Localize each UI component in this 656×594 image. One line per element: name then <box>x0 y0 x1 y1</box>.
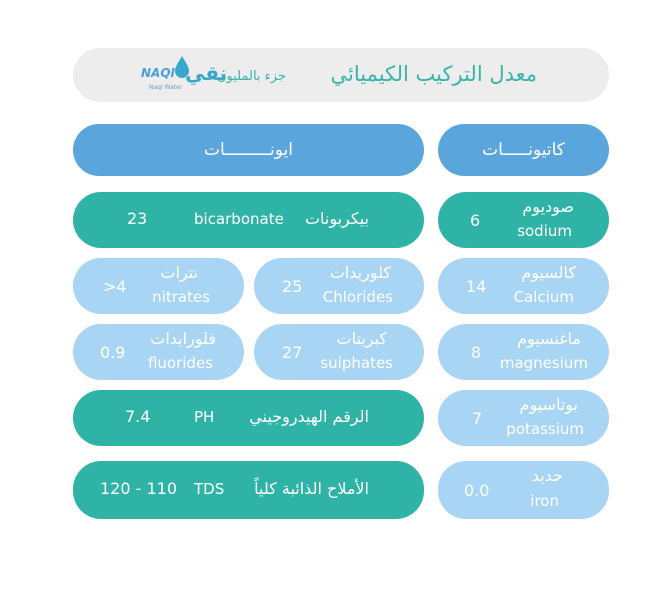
fluorides-row <box>73 324 244 380</box>
magnesium-english: magnesium <box>499 354 588 372</box>
logo-arabic-text: نقي <box>185 61 228 85</box>
potassium-value: 7 <box>472 409 483 428</box>
fluorides-arabic: فلورايدات <box>150 329 216 348</box>
sulphates-row <box>254 324 424 380</box>
potassium-arabic: بوتاسيوم <box>519 395 578 414</box>
chlorides-value: 25 <box>282 277 303 296</box>
nitrates-row <box>73 258 244 314</box>
calcium-value: 14 <box>466 277 487 296</box>
nitrates-value: >4 <box>103 277 127 296</box>
bicarbonate-value: 23 <box>127 209 148 228</box>
tds-row <box>73 461 424 519</box>
sulphates-value: 27 <box>282 343 303 362</box>
tds-english: TDS <box>194 480 225 498</box>
ph-english: PH <box>194 408 215 426</box>
ph-arabic: الرقم الهيدروجيني <box>249 407 369 426</box>
cations-header-label: كاتيونـــــات <box>482 140 565 160</box>
potassium-row <box>438 390 609 446</box>
calcium-row <box>438 258 609 314</box>
bicarbonate-english: bicarbonate <box>194 210 284 228</box>
nitrates-arabic: نترات <box>160 263 198 282</box>
iron-english: iron <box>530 492 559 510</box>
bicarbonate-arabic: بيكربونات <box>304 209 369 228</box>
ph-row <box>73 390 424 446</box>
sulphates-english: sulphates <box>320 354 393 372</box>
sodium-value: 6 <box>470 211 481 230</box>
title-unit: جزء بالمليون <box>217 69 286 84</box>
sodium-arabic: صوديوم <box>522 197 574 216</box>
anions-header-label: ايونـــــــــات <box>204 140 293 160</box>
tds-arabic: الأملاح الذائبة كلياً <box>254 479 369 498</box>
fluorides-value: 0.9 <box>100 343 126 362</box>
nitrates-english: nitrates <box>152 288 210 306</box>
ph-value: 7.4 <box>125 407 151 426</box>
anions-header <box>73 124 424 176</box>
magnesium-arabic: ماغنسيوم <box>517 329 581 348</box>
logo-latin-text: NAQI <box>141 66 175 80</box>
sulphates-arabic: كبريتات <box>336 329 387 348</box>
chlorides-row <box>254 258 424 314</box>
magnesium-row <box>438 324 609 380</box>
logo-tagline: Naqi Water <box>149 84 183 91</box>
chlorides-english: Chlorides <box>322 288 393 306</box>
iron-value: 0.0 <box>464 481 490 500</box>
sodium-english: sodium <box>517 222 572 240</box>
iron-row <box>438 461 609 519</box>
fluorides-english: fluorides <box>147 354 213 372</box>
chlorides-arabic: كلوريدات <box>329 263 391 282</box>
sodium-row <box>438 192 609 248</box>
cations-header <box>438 124 609 176</box>
magnesium-value: 8 <box>471 343 482 362</box>
potassium-english: potassium <box>506 420 584 438</box>
title-bar <box>73 48 609 102</box>
tds-value: 120 - 110 <box>100 479 178 498</box>
calcium-arabic: كالسيوم <box>521 263 576 282</box>
page-title: معدل التركيب الكيميائي <box>330 62 537 86</box>
calcium-english: Calcium <box>513 288 574 306</box>
bicarbonate-row <box>73 192 424 248</box>
iron-arabic: حديد <box>531 466 563 485</box>
